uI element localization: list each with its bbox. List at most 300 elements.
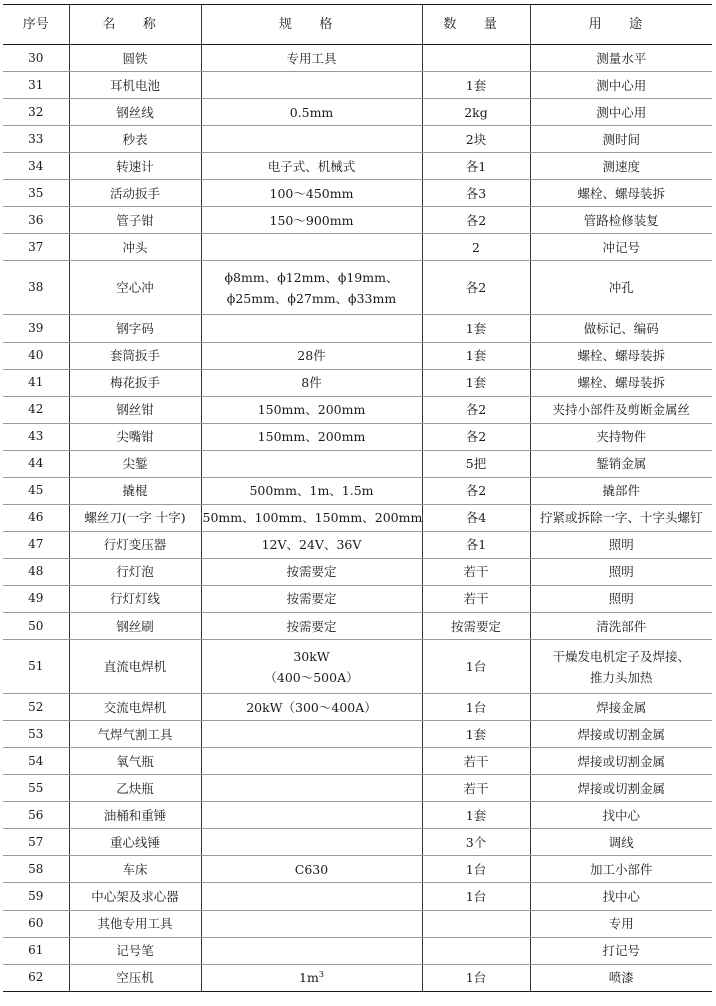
table-row xyxy=(3,721,712,748)
cell-name xyxy=(69,261,201,315)
cell-use-text: 专用 xyxy=(608,916,634,932)
cell-qty xyxy=(422,342,530,369)
cell-qty-text: 若干 xyxy=(463,564,489,580)
cell-no xyxy=(3,180,69,207)
cell-name-text: 交流电焊机 xyxy=(103,699,167,715)
cell-qty-text: 各4 xyxy=(465,510,487,526)
cell-name xyxy=(69,612,201,639)
cell-use xyxy=(530,721,712,748)
cell-use-text: 螺栓、螺母装拆 xyxy=(577,185,665,201)
cell-name-text: 车床 xyxy=(122,861,148,877)
cell-qty-text: 2块 xyxy=(465,131,487,147)
cell-use xyxy=(530,315,712,342)
cell-name xyxy=(69,531,201,558)
cell-use xyxy=(530,585,712,612)
cell-no-text: 37 xyxy=(28,239,44,254)
table-row xyxy=(3,207,712,234)
cell-no xyxy=(3,45,69,72)
cell-spec xyxy=(201,531,422,558)
cell-name xyxy=(69,504,201,531)
cell-name xyxy=(69,829,201,856)
cell-name-text: 梅花扳手 xyxy=(109,375,160,391)
cell-name xyxy=(69,396,201,423)
cell-no xyxy=(3,369,69,396)
cell-no xyxy=(3,126,69,153)
cell-no xyxy=(3,694,69,721)
cell-name-text: 耳机电池 xyxy=(109,77,160,93)
cell-use-text: 焊接或切割金属 xyxy=(577,753,665,769)
cell-qty xyxy=(422,531,530,558)
table-row xyxy=(3,342,712,369)
cell-use-text: 测时间 xyxy=(602,131,640,147)
cell-no xyxy=(3,315,69,342)
cell-use xyxy=(530,153,712,180)
cell-use-text: 夹持小部件及剪断金属丝 xyxy=(552,402,690,418)
cell-no xyxy=(3,72,69,99)
cell-spec-text: 电子式、机械式 xyxy=(267,158,356,174)
cell-use-text: 管路检修装复 xyxy=(583,212,659,228)
cell-name xyxy=(69,477,201,504)
cell-name-text: 套筒扳手 xyxy=(109,348,160,364)
cell-spec xyxy=(201,856,422,883)
cell-name-text: 氧气瓶 xyxy=(116,753,154,769)
cell-name-text: 活动扳手 xyxy=(109,185,160,201)
cell-spec-text: 20kW（300～400A） xyxy=(246,699,377,715)
cell-use-text: 冲孔 xyxy=(608,280,634,296)
tool-list-table xyxy=(3,4,712,992)
table-row xyxy=(3,883,712,910)
table-row xyxy=(3,640,712,694)
cell-no xyxy=(3,450,69,477)
cell-name xyxy=(69,342,201,369)
cell-no xyxy=(3,910,69,937)
cell-spec xyxy=(201,72,422,99)
cell-use xyxy=(530,937,712,964)
cell-use-text: 照明 xyxy=(608,564,634,580)
cell-qty xyxy=(422,504,530,531)
cell-use xyxy=(530,964,712,991)
cell-use-text: 打记号 xyxy=(602,943,640,959)
cell-spec-text: 按需要定 xyxy=(286,591,337,607)
header-row xyxy=(3,5,712,45)
table-row xyxy=(3,423,712,450)
cell-no xyxy=(3,99,69,126)
cell-no-text: 49 xyxy=(28,591,44,606)
cell-spec-text: 12V、24V、36V xyxy=(261,537,362,553)
cell-name xyxy=(69,802,201,829)
cell-no xyxy=(3,423,69,450)
cell-name xyxy=(69,450,201,477)
cell-use xyxy=(530,748,712,775)
cell-qty-text: 2 xyxy=(472,239,480,255)
cell-use-text: 冲记号 xyxy=(602,239,640,255)
cell-spec xyxy=(201,694,422,721)
cell-name-text: 尖嘴钳 xyxy=(116,429,154,445)
cell-spec xyxy=(201,612,422,639)
cell-spec-text: 150mm、200mm xyxy=(257,402,366,418)
cell-use xyxy=(530,369,712,396)
cell-no-text: 38 xyxy=(28,280,44,295)
cell-use-text: 测中心用 xyxy=(596,104,647,120)
cell-spec-text: C630 xyxy=(294,861,329,877)
cell-no-text: 48 xyxy=(28,564,44,579)
cell-qty xyxy=(422,612,530,639)
cell-spec xyxy=(201,153,422,180)
cell-spec-text-line2: （400～500A） xyxy=(264,669,359,685)
table-row xyxy=(3,964,712,991)
table-row xyxy=(3,748,712,775)
cell-use-text: 撬部件 xyxy=(602,483,640,499)
cell-no xyxy=(3,829,69,856)
cell-no xyxy=(3,504,69,531)
cell-name-text: 钢丝线 xyxy=(116,104,154,120)
header-no: 序号 xyxy=(3,5,69,45)
table-row xyxy=(3,802,712,829)
table-row xyxy=(3,775,712,802)
cell-spec xyxy=(201,315,422,342)
cell-use xyxy=(530,261,712,315)
cell-name-text: 螺丝刀(一字 十字) xyxy=(84,510,186,526)
cell-name-text: 记号笔 xyxy=(116,943,154,959)
cell-spec-text: 8件 xyxy=(301,375,322,391)
cell-use-text: 喷漆 xyxy=(608,970,634,986)
cell-no-text: 57 xyxy=(28,834,44,849)
cell-qty xyxy=(422,775,530,802)
cell-qty-text: 1台 xyxy=(465,970,487,986)
cell-use xyxy=(530,856,712,883)
cell-no-text: 52 xyxy=(28,699,44,714)
cell-use-text: 螺栓、螺母装拆 xyxy=(577,348,665,364)
table-row xyxy=(3,612,712,639)
table-row xyxy=(3,694,712,721)
table-row xyxy=(3,531,712,558)
cell-name-text: 行灯变压器 xyxy=(103,537,167,553)
cell-no xyxy=(3,477,69,504)
cell-use-text: 做标记、编码 xyxy=(583,320,659,336)
cell-use xyxy=(530,207,712,234)
cell-spec xyxy=(201,126,422,153)
cell-qty xyxy=(422,207,530,234)
cell-spec xyxy=(201,721,422,748)
cell-name xyxy=(69,234,201,261)
cell-use-text: 找中心 xyxy=(602,807,640,823)
cell-qty xyxy=(422,315,530,342)
cell-name-text: 其他专用工具 xyxy=(97,916,173,932)
cell-name xyxy=(69,72,201,99)
cell-no xyxy=(3,721,69,748)
cell-qty xyxy=(422,558,530,585)
cell-no-text: 58 xyxy=(28,861,44,876)
cell-name-text: 撬棍 xyxy=(122,483,148,499)
cell-no xyxy=(3,802,69,829)
cell-use xyxy=(530,342,712,369)
cell-qty-text: 2kg xyxy=(464,104,488,120)
cell-name-text: 钢丝刷 xyxy=(116,618,154,634)
cell-name xyxy=(69,126,201,153)
cell-qty-text: 1套 xyxy=(465,77,487,93)
cell-no xyxy=(3,748,69,775)
cell-qty xyxy=(422,261,530,315)
cell-no xyxy=(3,234,69,261)
cell-no xyxy=(3,883,69,910)
cell-use xyxy=(530,775,712,802)
cell-qty-text: 若干 xyxy=(463,780,489,796)
cell-qty xyxy=(422,694,530,721)
cell-qty-text: 1台 xyxy=(465,699,487,715)
cell-name xyxy=(69,423,201,450)
cell-name xyxy=(69,910,201,937)
cell-spec-text: 150～900mm xyxy=(269,212,354,228)
cell-no-text: 33 xyxy=(28,131,44,146)
cell-use-text: 照明 xyxy=(608,591,634,607)
cell-name xyxy=(69,694,201,721)
cell-qty xyxy=(422,964,530,991)
table-row xyxy=(3,234,712,261)
cell-use-text: 螺栓、螺母装拆 xyxy=(577,375,665,391)
cell-no xyxy=(3,261,69,315)
cell-name-text: 行灯灯线 xyxy=(109,591,160,607)
cell-no-text: 39 xyxy=(28,320,44,335)
cell-name xyxy=(69,748,201,775)
cell-spec xyxy=(201,640,422,694)
cell-name-text: 中心架及求心器 xyxy=(91,888,179,904)
table-row xyxy=(3,153,712,180)
cell-use-text: 焊接或切割金属 xyxy=(577,726,665,742)
cell-qty-text: 各2 xyxy=(465,212,487,228)
cell-name-text: 油桶和重锤 xyxy=(103,807,167,823)
cell-qty xyxy=(422,234,530,261)
cell-no-text: 43 xyxy=(28,429,44,444)
cell-spec xyxy=(201,937,422,964)
header-spec: 规 格 xyxy=(201,5,422,45)
cell-use xyxy=(530,477,712,504)
cell-spec-text: 500mm、1m、1.5m xyxy=(249,483,374,499)
cell-no-text: 62 xyxy=(28,970,44,985)
cell-name xyxy=(69,775,201,802)
table-body xyxy=(3,45,712,992)
cell-no-text: 56 xyxy=(28,807,44,822)
table-row xyxy=(3,504,712,531)
cell-use-text: 夹持物件 xyxy=(596,429,647,445)
cell-name-text: 尖錾 xyxy=(122,456,148,472)
table-row xyxy=(3,450,712,477)
cell-spec xyxy=(201,748,422,775)
cell-name-text: 转速计 xyxy=(116,158,154,174)
table-row xyxy=(3,558,712,585)
cell-qty-text: 1套 xyxy=(465,375,487,391)
cell-no-text: 35 xyxy=(28,185,44,200)
cell-name xyxy=(69,315,201,342)
cell-qty xyxy=(422,640,530,694)
table-row xyxy=(3,315,712,342)
cell-spec xyxy=(201,775,422,802)
cell-name xyxy=(69,558,201,585)
cell-name-text: 钢丝钳 xyxy=(116,402,154,418)
cell-use-text: 加工小部件 xyxy=(589,861,653,877)
cell-use-text: 焊接金属 xyxy=(596,699,647,715)
cell-qty xyxy=(422,721,530,748)
cell-qty-text: 1套 xyxy=(465,807,487,823)
cell-no-text: 55 xyxy=(28,780,44,795)
cell-spec xyxy=(201,883,422,910)
cell-qty-text: 各2 xyxy=(465,483,487,499)
cell-qty-text: 若干 xyxy=(463,591,489,607)
table-row xyxy=(3,910,712,937)
cell-use xyxy=(530,829,712,856)
cell-name xyxy=(69,640,201,694)
table-row xyxy=(3,369,712,396)
cell-spec xyxy=(201,910,422,937)
cell-use-text: 清洗部件 xyxy=(596,618,647,634)
cell-name xyxy=(69,99,201,126)
cell-name-text: 秒表 xyxy=(122,131,148,147)
cell-use xyxy=(530,612,712,639)
table-row xyxy=(3,829,712,856)
cell-qty xyxy=(422,937,530,964)
cell-use xyxy=(530,234,712,261)
cell-use-text-line2: 推力头加热 xyxy=(589,669,653,685)
cell-name xyxy=(69,721,201,748)
cell-no xyxy=(3,153,69,180)
table-row xyxy=(3,937,712,964)
cell-no-text: 41 xyxy=(28,375,44,390)
cell-qty xyxy=(422,748,530,775)
cell-use xyxy=(530,72,712,99)
cell-name xyxy=(69,180,201,207)
cell-no-text: 51 xyxy=(28,659,44,674)
header-use: 用 途 xyxy=(530,5,712,45)
cell-no-text: 40 xyxy=(28,348,44,363)
cell-name-text: 圆铁 xyxy=(122,50,148,66)
cell-name xyxy=(69,369,201,396)
cell-name-text: 空压机 xyxy=(116,970,154,986)
cell-no-text: 44 xyxy=(28,456,44,471)
cell-name-text: 冲头 xyxy=(122,239,148,255)
cell-name-text: 直流电焊机 xyxy=(103,659,167,675)
cell-qty xyxy=(422,585,530,612)
cell-no xyxy=(3,342,69,369)
cell-spec-superscript: 3 xyxy=(318,969,324,979)
cell-no xyxy=(3,937,69,964)
cell-no-text: 36 xyxy=(28,212,44,227)
cell-use-text: 测量水平 xyxy=(596,50,647,66)
cell-qty-text: 3个 xyxy=(465,834,487,850)
table-row xyxy=(3,99,712,126)
cell-use xyxy=(530,531,712,558)
cell-use-text: 找中心 xyxy=(602,888,640,904)
cell-name-text: 空心冲 xyxy=(116,280,154,296)
cell-use-text: 测中心用 xyxy=(596,77,647,93)
cell-use-text: 照明 xyxy=(608,537,634,553)
cell-qty xyxy=(422,802,530,829)
cell-spec xyxy=(201,396,422,423)
cell-name-text: 行灯泡 xyxy=(116,564,154,580)
cell-no xyxy=(3,775,69,802)
cell-no-text: 60 xyxy=(28,916,44,931)
cell-spec-text: 1m xyxy=(299,970,319,986)
cell-name xyxy=(69,937,201,964)
cell-spec xyxy=(201,477,422,504)
cell-no xyxy=(3,207,69,234)
cell-name xyxy=(69,585,201,612)
header-qty: 数 量 xyxy=(422,5,530,45)
cell-qty-text: 5把 xyxy=(465,456,487,472)
cell-spec-text: 按需要定 xyxy=(286,618,337,634)
table-row xyxy=(3,72,712,99)
cell-spec xyxy=(201,234,422,261)
cell-spec xyxy=(201,423,422,450)
cell-spec xyxy=(201,964,422,991)
cell-no xyxy=(3,612,69,639)
cell-qty-text: 各2 xyxy=(465,402,487,418)
cell-use xyxy=(530,802,712,829)
cell-no xyxy=(3,558,69,585)
cell-spec xyxy=(201,45,422,72)
header-name: 名 称 xyxy=(69,5,201,45)
cell-no xyxy=(3,640,69,694)
table-row xyxy=(3,126,712,153)
cell-use xyxy=(530,99,712,126)
cell-spec-text: 100～450mm xyxy=(269,185,354,201)
cell-spec-text: ϕ8mm、ϕ12mm、ϕ19mm、 xyxy=(224,269,399,285)
cell-spec xyxy=(201,369,422,396)
cell-spec-text: 30kW xyxy=(293,648,330,664)
cell-spec xyxy=(201,504,422,531)
cell-use xyxy=(530,910,712,937)
cell-name-text: 乙炔瓶 xyxy=(116,780,154,796)
cell-qty-text: 按需要定 xyxy=(450,618,501,634)
cell-qty-text: 1套 xyxy=(465,320,487,336)
table-row xyxy=(3,477,712,504)
cell-qty xyxy=(422,910,530,937)
cell-no-text: 30 xyxy=(28,50,44,65)
cell-no-text: 32 xyxy=(28,104,44,119)
cell-qty-text: 若干 xyxy=(463,753,489,769)
cell-spec xyxy=(201,829,422,856)
cell-no xyxy=(3,396,69,423)
cell-no xyxy=(3,585,69,612)
cell-use xyxy=(530,396,712,423)
cell-no-text: 50 xyxy=(28,618,44,633)
cell-spec-text: 50mm、100mm、150mm、200mm xyxy=(202,510,422,526)
cell-qty-text: 1台 xyxy=(465,888,487,904)
cell-qty xyxy=(422,45,530,72)
cell-use xyxy=(530,450,712,477)
cell-qty xyxy=(422,126,530,153)
cell-qty xyxy=(422,829,530,856)
cell-qty-text: 1套 xyxy=(465,726,487,742)
cell-qty xyxy=(422,856,530,883)
cell-use xyxy=(530,640,712,694)
cell-qty xyxy=(422,153,530,180)
cell-spec xyxy=(201,261,422,315)
cell-spec-text: 按需要定 xyxy=(286,564,337,580)
cell-no xyxy=(3,856,69,883)
cell-qty xyxy=(422,450,530,477)
cell-use xyxy=(530,558,712,585)
cell-qty xyxy=(422,180,530,207)
cell-no xyxy=(3,531,69,558)
cell-spec xyxy=(201,342,422,369)
cell-qty-text: 1台 xyxy=(465,861,487,877)
cell-qty-text: 各2 xyxy=(465,280,487,296)
cell-name xyxy=(69,856,201,883)
cell-name-text: 钢字码 xyxy=(116,320,154,336)
cell-use-text: 焊接或切割金属 xyxy=(577,780,665,796)
cell-use xyxy=(530,504,712,531)
cell-qty xyxy=(422,396,530,423)
cell-use-text: 干燥发电机定子及焊接、 xyxy=(552,648,690,664)
